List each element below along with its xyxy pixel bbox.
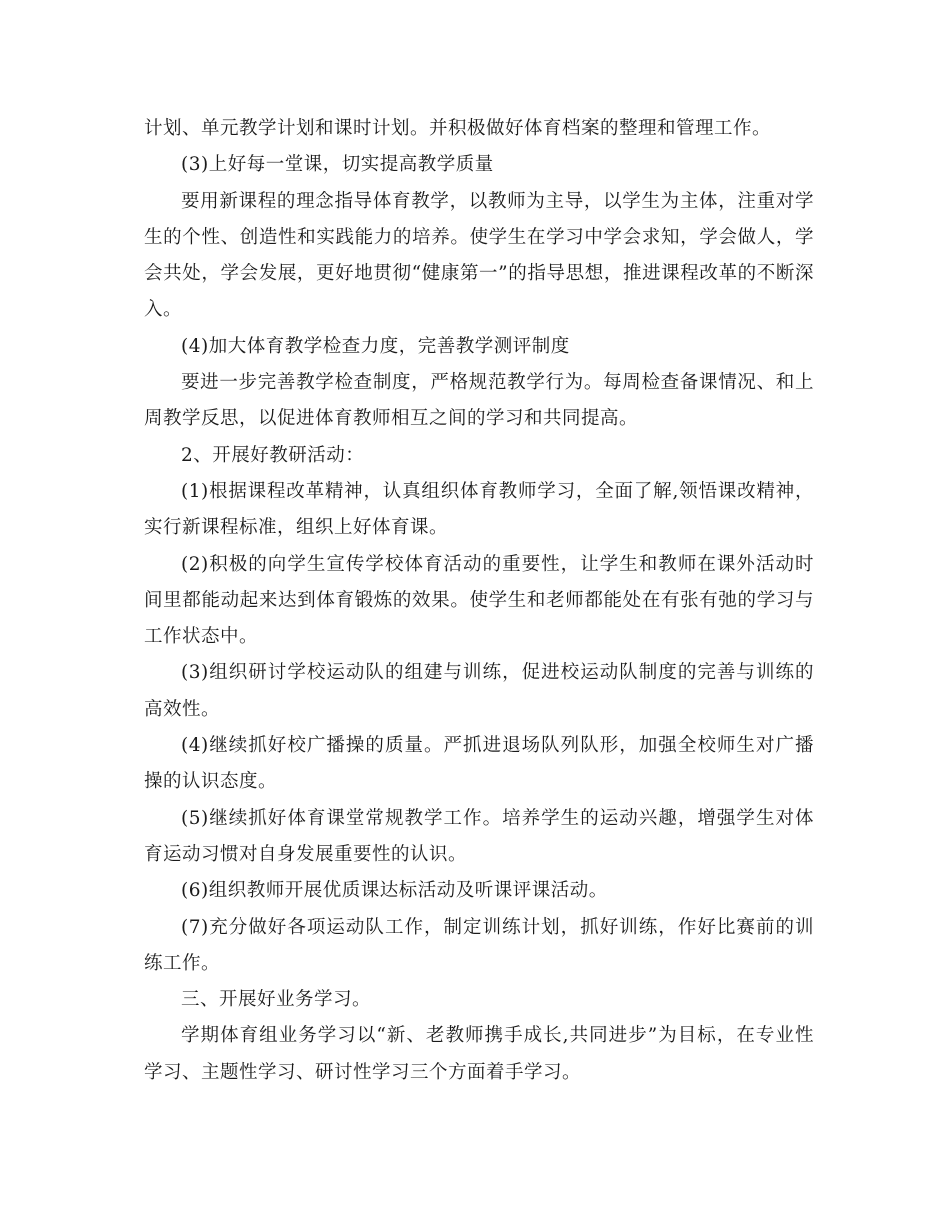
section-heading-research: 2、开展好教研活动： [181, 444, 365, 466]
heading-item-4-inspection: (4)加大体育教学检查力度，完善教学测评制度 [181, 335, 570, 357]
paragraph-new-curriculum: 要用新课程的理念指导体育教学，以教师为主导，以学生为主体，注重对学生的个性、创造性和实践能力的培养。使学生在学习中学会求知，学会做人，学会共处，学会发展，更好地贯彻“健康第一”的指导思想，推进课程改革的不断深入。 [144, 190, 814, 321]
list-item-research-1: (1)根据课程改革精神，认真组织体育教师学习，全面了解,领悟课改精神，实行新课程标准，组织上好体育课。 [144, 480, 814, 539]
list-item-research-5: (5)继续抓好体育课堂常规教学工作。培养学生的运动兴趣，增强学生对体育运动习惯对自身发展重要性的认识。 [144, 807, 814, 865]
paragraph-study-goal: 学期体育组业务学习以“新、老教师携手成长,共同进步”为目标，在专业性学习、主题性学习、研讨性学习三个方面着手学习。 [144, 1025, 814, 1083]
list-item-research-3: (3)组织研讨学校运动队的组建与训练，促进校运动队制度的完善与训练的高效性。 [144, 662, 814, 720]
section-heading-study: 三、开展好业务学习。 [181, 989, 372, 1011]
paragraph-plan-continuation: 计划、单元教学计划和课时计划。并积极做好体育档案的整理和管理工作。 [144, 118, 772, 139]
list-item-research-6: (6)组织教师开展优质课达标活动及听课评课活动。 [181, 880, 608, 902]
heading-item-3-lessons: (3)上好每一堂课，切实提高教学质量 [181, 154, 494, 176]
list-item-research-2: (2)积极的向学生宣传学校体育活动的重要性，让学生和教师在课外活动时间里都能动起来达到体育锻炼的效果。使学生和老师都能处在有张有弛的学习与工作状态中。 [144, 553, 814, 648]
paragraph-inspection-system: 要进一步完善教学检查制度，严格规范教学行为。每周检查备课情况、和上周教学反思，以促进体育教师相互之间的学习和共同提高。 [144, 372, 814, 430]
list-item-research-4: (4)继续抓好校广播操的质量。严抓进退场队列队形，加强全校师生对广播操的认识态度。 [144, 735, 814, 793]
document-body [144, 111, 814, 1091]
list-item-research-7: (7)充分做好各项运动队工作，制定训练计划，抓好训练，作好比赛前的训练工作。 [144, 916, 814, 974]
